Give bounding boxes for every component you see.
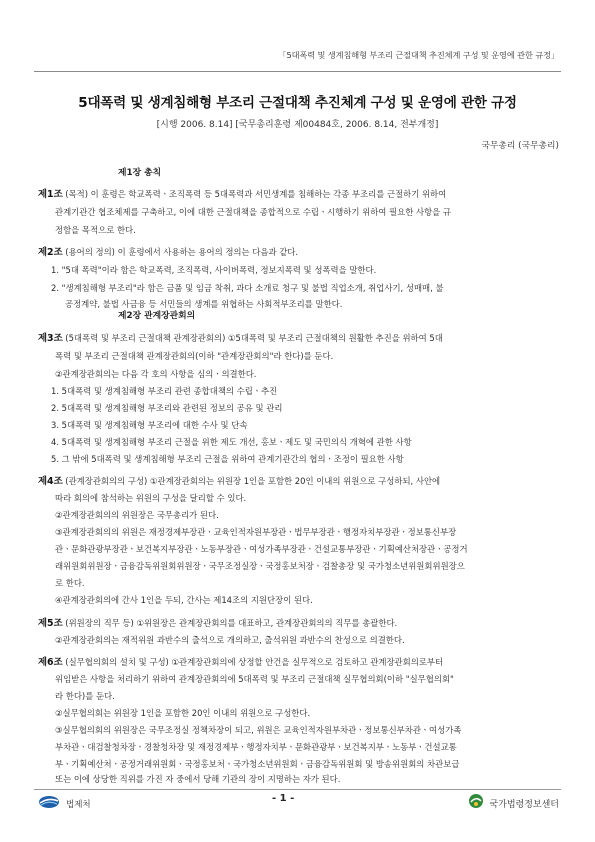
article-5-line-1: 제5조 (위원장의 직무 등) ①위원장은 관계장관회의를 대표하고, 관계장관회의의 직무를 총괄한다.	[38, 618, 398, 629]
chapter-2-heading: 제2장 관계장관회의	[118, 311, 196, 321]
article-6-line-2: 위임받은 사항을 처리하기 위하여 관계장관회의에 5대폭력 및 부조리 근절대책 실무협의회(이하 "실무협의회"	[55, 674, 454, 684]
article-2-number: 제2조	[38, 247, 63, 258]
article-3-item-4: 4. 5대폭력 및 생계침해형 부조리 근절을 위한 제도 개선, 홍보ㆍ제도 및 국민의식 개혁에 관한 사항	[51, 437, 412, 447]
article-1-line-2: 관계기관간 협조체제를 구축하고, 이에 대한 근절대책을 종합적으로 수립ㆍ시행하기 위하여 필요한 사항을 규	[55, 207, 452, 217]
article-6-paragraph-3-cont-3: 또는 이에 상당한 직위를 가진 자 중에서 당해 기관의 장이 지명하는 자가 된다.	[55, 773, 558, 785]
article-4-paragraph-3-cont-1: 관ㆍ문화관광부장관ㆍ보건복지부장관ㆍ노동부장관ㆍ여성가족부장관ㆍ건설교통부장관ㆍ기획예산처장관ㆍ공정거	[55, 544, 468, 554]
article-3-paragraph-2: ②관계장관회의는 다음 각 호의 사항을 심의ㆍ의결한다.	[55, 369, 257, 379]
footer-left	[38, 794, 91, 813]
footer-divider	[34, 789, 561, 790]
header-divider	[34, 71, 561, 72]
page-number: - 1 -	[272, 793, 295, 804]
article-5-number: 제5조	[38, 618, 63, 629]
chapter-1-heading: 제1장 총칙	[118, 168, 162, 178]
document-title: 5대폭력 및 생계침해형 부조리 근절대책 추진체계 구성 및 운영에 관한 규정	[78, 95, 517, 111]
article-4-number: 제4조	[38, 476, 63, 487]
article-1-line-3: 정함을 목적으로 한다.	[55, 225, 136, 235]
article-6-line-1: 제6조 (실무협의회의 설치 및 구성) ①관계장관회의에 상정할 안건을 실무적으로 검토하고 관계장관회의로부터	[38, 657, 444, 668]
enactment-info: [시행 2006. 8.14] [국무총리훈령 제00484호, 2006. 8.14, 전부개정]	[156, 120, 439, 130]
article-2-item-1: 1. "5대 폭력"이라 함은 학교폭력, 조직폭력, 사이버폭력, 정보지폭력 및 성폭력을 말한다.	[51, 265, 377, 275]
article-6-number: 제6조	[38, 657, 63, 668]
article-3-item-5: 5. 그 밖에 5대폭력 및 생계침해형 부조리 근절을 위하여 관계기관간의 협의ㆍ조정이 필요한 사항	[51, 454, 404, 464]
article-2-line-1: 제2조 (용어의 정의) 이 훈령에서 사용하는 용어의 정의는 다음과 같다.	[38, 247, 299, 258]
article-2-item-2-cont: 공정계약, 불법 사금융 등 서민들의 생계를 위협하는 사회적부조리를 말한다.	[65, 299, 343, 309]
article-1-line-1: 제1조 (목적) 이 훈령은 학교폭력ㆍ조직폭력 등 5대폭력과 서민생계를 침해하는 각종 부조리를 근절하기 위하여	[38, 189, 447, 200]
article-4-paragraph-2: ②관계장관회의의 위원장은 국무총리가 된다.	[55, 510, 219, 520]
article-1-number: 제1조	[38, 189, 63, 200]
article-4-line-2: 따라 회의에 참석하는 위원의 구성을 달리할 수 있다.	[55, 493, 247, 503]
article-3-line-2: 폭력 및 부조리 근절대책 관계장관회의(이하 "관계장관회의"라 한다)를 둔다.	[55, 351, 334, 361]
article-6-paragraph-3-cont-1: 부차관ㆍ대검찰청차장ㆍ경찰청차장 및 재정경제부ㆍ행정자치부ㆍ문화관광부ㆍ보건복지부ㆍ노동부ㆍ건설교통	[55, 742, 457, 752]
ministry-label: 국무총리 (국무총리)	[481, 141, 559, 151]
footer-right	[468, 793, 559, 813]
article-3-item-2: 2. 5대폭력 및 생계침해형 부조리와 관련된 정보의 공유 및 관리	[51, 403, 283, 413]
law-center-logo-icon	[468, 793, 484, 813]
article-4-line-1: 제4조 (관계장관회의의 구성) ①관계장관회의는 위원장 1인을 포함한 20인 이내의 위원으로 구성하되, 사안에	[38, 476, 441, 487]
article-3-item-1: 1. 5대폭력 및 생계침해형 부조리 관련 종합대책의 수립ㆍ추진	[51, 386, 278, 396]
footer-right-label: 국가법령정보센터	[489, 799, 559, 810]
moleg-logo-icon	[38, 794, 60, 813]
article-4-paragraph-3-cont-2: 래위원회위원장ㆍ금융감독위원회위원장ㆍ국무조정실장ㆍ국정홍보처장ㆍ검찰총장 및 국가청소년위원회위원장으	[55, 561, 465, 571]
article-3-line-1: 제3조 (5대폭력 및 부조리 근절대책 관계장관회의) ①5대폭력 및 부조리 근절대책의 원활한 추진을 위하여 5대	[38, 333, 443, 344]
article-4-paragraph-4: ④관계장관회의에 간사 1인을 두되, 간사는 제14조의 지원단장이 된다.	[55, 595, 313, 605]
article-6-paragraph-3-cont-2: 부ㆍ기획예산처ㆍ공정거래위원회ㆍ국정홍보처ㆍ국가청소년위원회ㆍ금융감독위원회 및 방송위원회의 차관보급	[55, 759, 460, 769]
footer-left-label: 법제처	[66, 799, 91, 810]
article-6-line-3: 라 한다)를 둔다.	[55, 691, 115, 701]
article-6-paragraph-3: ③실무협의회의 위원장은 국무조정실 정책차장이 되고, 위원은 교육인적자원부차관ㆍ정보통신부차관ㆍ여성가족	[55, 725, 462, 735]
article-4-paragraph-3: ③관계장관회의의 위원은 재정경제부장관ㆍ교육인적자원부장관ㆍ법무부장관ㆍ행정자치부장관ㆍ정보통신부장	[55, 527, 457, 537]
article-4-paragraph-3-cont-3: 로 한다.	[55, 578, 85, 588]
article-5-paragraph-2: ②관계장관회의는 재적위원 과반수의 출석으로 개의하고, 출석위원 과반수의 찬성으로 의결한다.	[55, 635, 405, 645]
article-3-item-3: 3. 5대폭력 및 생계침해형 부조리에 대한 수사 및 단속	[51, 420, 248, 430]
article-2-item-2: 2. "생계침해형 부조리"라 함은 금품 및 임금 착취, 과다 소개료 청구 및 불법 직업소개, 취업사기, 성매매, 불	[51, 283, 444, 293]
article-3-number: 제3조	[38, 333, 63, 344]
article-6-paragraph-2: ②실무협의회는 위원장 1인을 포함한 20인 이내의 위원으로 구성한다.	[55, 708, 311, 718]
running-header: 「5대폭력 및 생계침해형 부조리 근절대책 추진체계 구성 및 운영에 관한 규정」	[278, 50, 559, 60]
